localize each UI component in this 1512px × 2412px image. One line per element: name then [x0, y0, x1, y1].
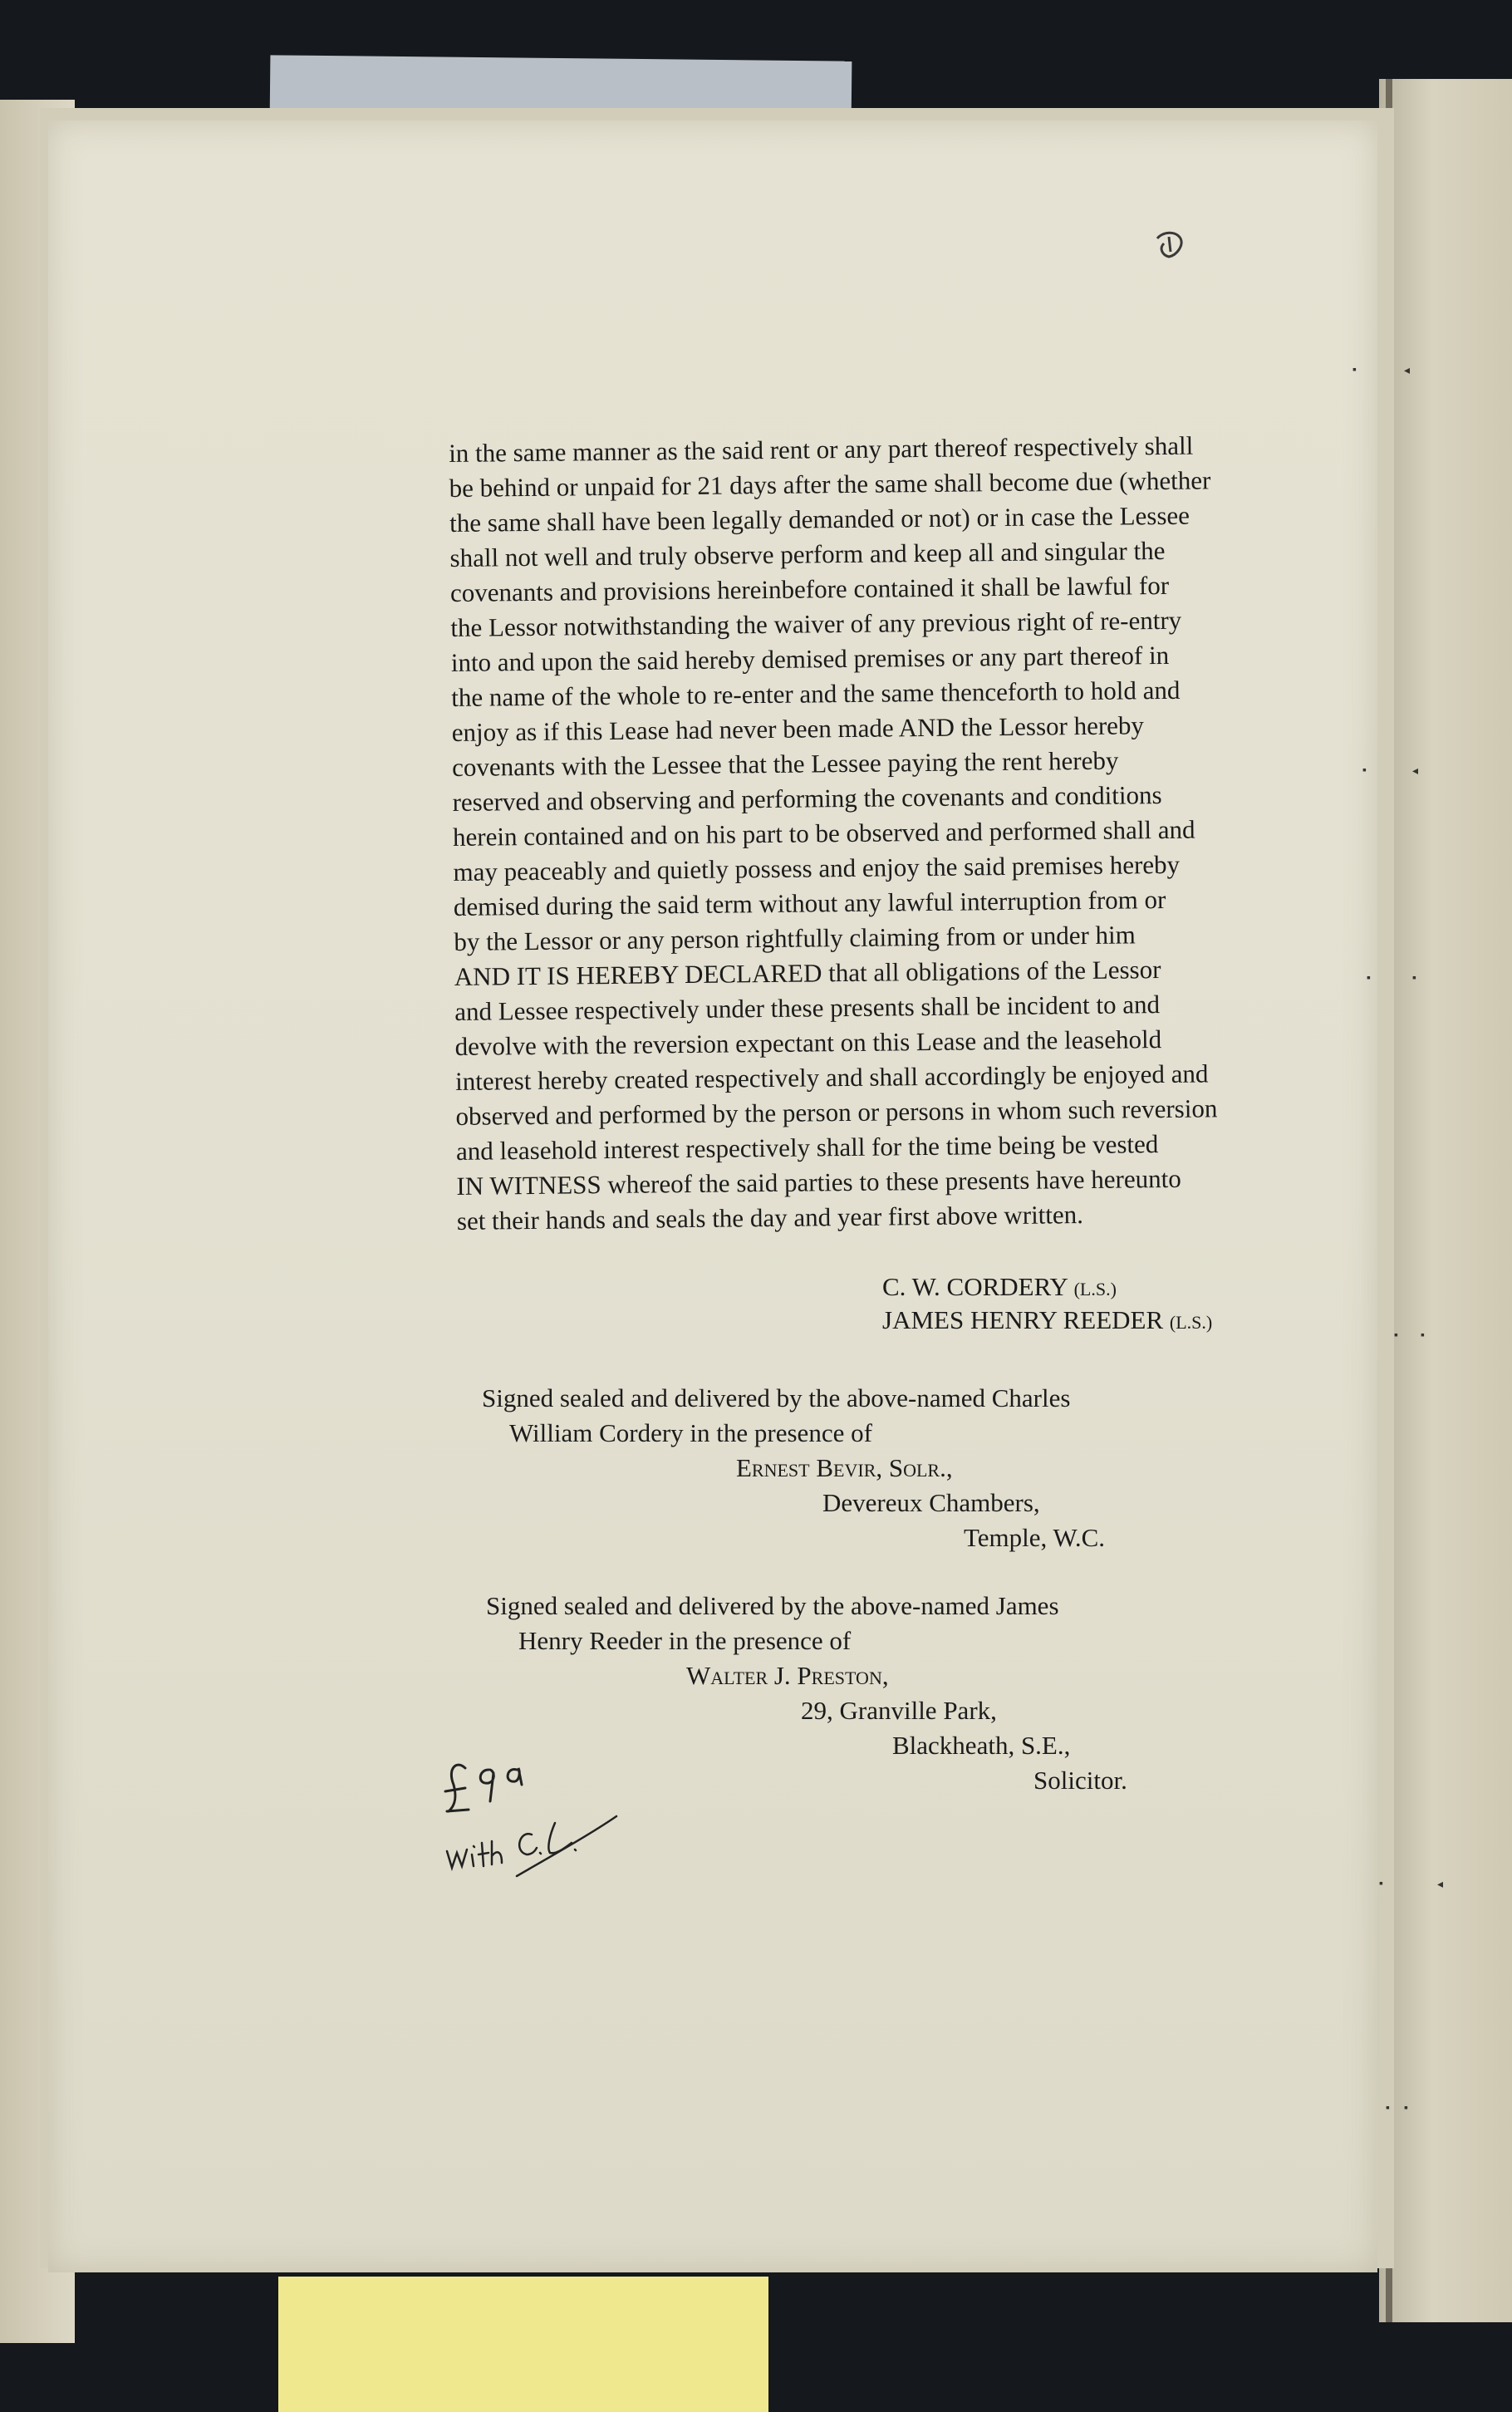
attestation-line: Signed sealed and delivered by the above-named James [486, 1591, 1059, 1620]
stitch-mark: ▪ [1367, 972, 1371, 985]
attestation-line: Signed sealed and delivered by the above-named Charles [482, 1383, 1071, 1412]
body-line: into and upon the said hereby demised premises or any part thereof in [450, 640, 1170, 677]
body-line: reserved and observing and performing the covenants and conditions [452, 780, 1162, 817]
witness-address: Devereux Chambers, [822, 1488, 1040, 1517]
body-line: by the Lessor or any person rightfully claiming from or under him [454, 920, 1136, 956]
stitch-mark: ▪ [1404, 2102, 1408, 2115]
body-line: be behind or unpaid for 21 days after the same shall become due (whether [449, 465, 1211, 503]
stitch-mark: ◂ [1437, 1879, 1444, 1891]
right-page-edge [1379, 79, 1512, 2322]
stitch-mark: ◂ [1412, 765, 1419, 778]
witness-name: Walter J. Preston, [686, 1661, 889, 1690]
body-line: AND IT IS HEREBY DECLARED that all obligations of the Lessor [454, 955, 1161, 991]
handwritten-annotation [440, 1751, 623, 1884]
body-line: and Lessee respectively under these presents shall be incident to and [454, 990, 1161, 1026]
body-line: demised during the said term without any lawful interruption from or [453, 884, 1166, 921]
yellow-sticky-note [278, 2277, 768, 2412]
body-line: the same shall have been legally demanded or not) or in case the Lessee [449, 500, 1190, 538]
body-line: shall not well and truly observe perform and keep all and singular the [449, 535, 1166, 572]
body-line: set their hands and seals the day and year first above written. [456, 1200, 1084, 1235]
body-line: and leasehold interest respectively shall for the time being be vested [455, 1129, 1159, 1166]
witness-name: Ernest Bevir, Solr., [736, 1453, 953, 1482]
body-line: IN WITNESS whereof the said parties to these presents have hereunto [456, 1163, 1181, 1201]
stitch-mark: ▪ [1379, 1878, 1383, 1890]
attestation-line: William Cordery in the presence of [509, 1418, 872, 1447]
body-line: the Lessor notwithstanding the waiver of any previous right of re-entry [450, 605, 1182, 642]
witness-address: Solicitor. [1033, 1766, 1127, 1795]
stitch-mark: ▪ [1412, 972, 1416, 985]
stitch-mark: ▪ [1362, 764, 1367, 777]
signatory-name: C. W. CORDERY [882, 1272, 1068, 1301]
seal-mark: (L.S.) [1169, 1312, 1213, 1333]
lease-body-text [449, 427, 1321, 1239]
witness-address: Temple, W.C. [964, 1523, 1106, 1552]
stitch-mark: ▪ [1386, 2102, 1390, 2115]
body-line: observed and performed by the person or persons in whom such reversion [455, 1093, 1218, 1131]
body-line: the name of the whole to re-enter and the same thenceforth to hold and [451, 675, 1181, 712]
body-line: may peaceably and quietly possess and enjoy the said premises hereby [453, 849, 1181, 887]
body-line: herein contained and on his part to be observed and performed shall and [452, 814, 1195, 852]
body-line: covenants and provisions hereinbefore contained it shall be lawful for [449, 570, 1170, 607]
witness-address: 29, Granville Park, [801, 1696, 997, 1725]
stitch-mark: ▪ [1352, 364, 1357, 376]
body-line: covenants with the Lessee that the Lessee paying the rent hereby [451, 745, 1119, 782]
stitch-mark: ▪ [1394, 1329, 1398, 1342]
body-line: in the same manner as the said rent or any part thereof respectively shall [449, 430, 1194, 468]
witness-address: Blackheath, S.E., [892, 1731, 1071, 1760]
signatory-2 [882, 1303, 1212, 1340]
body-line: interest hereby created respectively and shall accordingly be enjoyed and [454, 1059, 1209, 1096]
stitch-mark: ▪ [1421, 1329, 1425, 1342]
attestation-line: Henry Reeder in the presence of [518, 1626, 852, 1655]
corner-stamp-mark [1151, 227, 1192, 268]
body-line: enjoy as if this Lease had never been made AND the Lessor hereby [451, 710, 1145, 747]
signatory-1 [882, 1270, 1117, 1307]
body-line: devolve with the reversion expectant on this Lease and the leasehold [454, 1024, 1162, 1061]
stitch-mark: ◂ [1404, 365, 1411, 377]
seal-mark: (L.S.) [1073, 1279, 1117, 1299]
signatory-name: JAMES HENRY REEDER [882, 1305, 1164, 1334]
